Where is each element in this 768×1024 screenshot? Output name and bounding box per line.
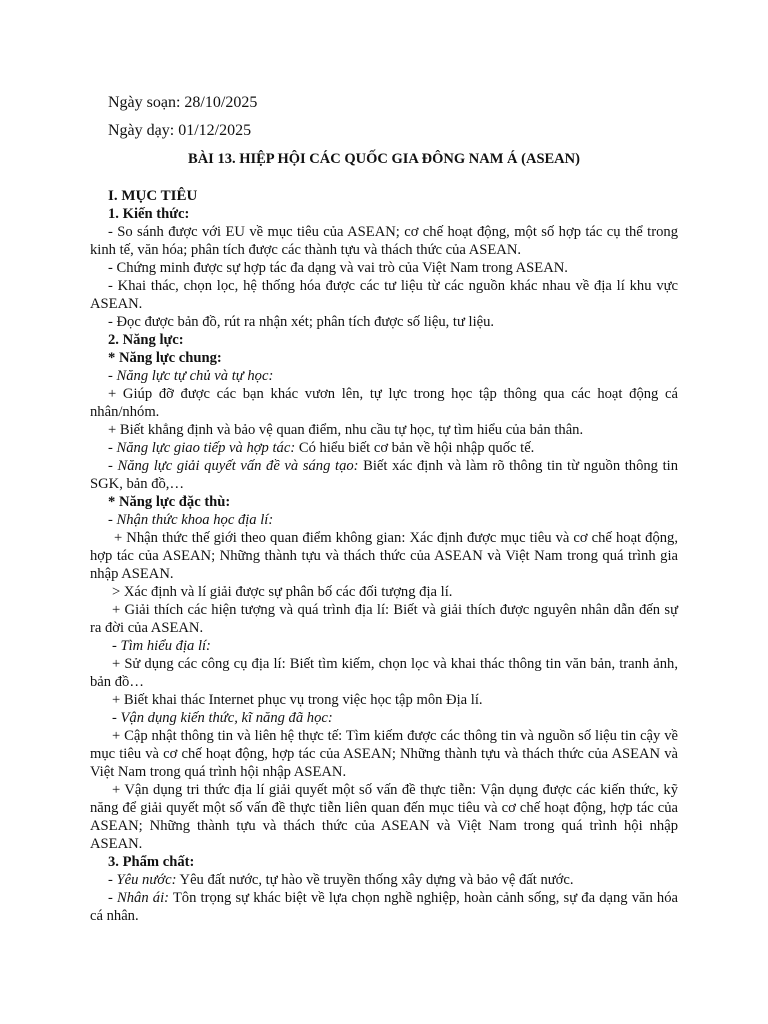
problem-solving-label: - Năng lực giải quyết vấn đề và sáng tạo: bbox=[108, 458, 359, 474]
problem-solving-text: Biết xác định và làm rõ thông tin từ nguồn thông tin SGK, bản đồ,… bbox=[90, 458, 678, 492]
patriotism-label: - Yêu nước: bbox=[108, 872, 177, 888]
knowledge-item: - Đọc được bản đồ, rút ra nhận xét; phân tích được số liệu, tư liệu. bbox=[108, 314, 495, 330]
geo-exploration-label: - Tìm hiểu địa lí: bbox=[112, 638, 211, 654]
communication-text: Có hiểu biết cơ bản về hội nhập quốc tế. bbox=[295, 440, 535, 456]
subheading-competency: 2. Năng lực: bbox=[108, 332, 184, 348]
communication-item bbox=[90, 439, 678, 457]
patriotism-item bbox=[90, 871, 678, 889]
self-study-item: + Biết khẳng định và bảo vệ quan điểm, nhu cầu tự học, tự tìm hiểu của bản thân. bbox=[108, 422, 584, 438]
problem-solving-item bbox=[90, 457, 678, 493]
application-item: + Vận dụng tri thức địa lí giải quyết một số vấn đề thực tiễn: Vận dụng được các kiến thức, kỹ năng để giải quyết một số vấn đề thực tiễn liên quan đến mục tiêu và cơ chế hoạt động, hợp tác của ASEAN; Những thành tựu và thách thức của ASEAN và Việt Nam trong quá trình hội nhập ASEAN. bbox=[90, 782, 678, 852]
self-study-label: - Năng lực tự chủ và tự học: bbox=[108, 368, 274, 384]
subheading-knowledge: 1. Kiến thức: bbox=[108, 206, 190, 222]
communication-label: - Năng lực giao tiếp và hợp tác: bbox=[108, 440, 296, 456]
patriotism-text: Yêu đất nước, tự hào về truyền thống xây dựng và bảo vệ đất nước. bbox=[176, 872, 574, 888]
application-item: + Cập nhật thông tin và liên hệ thực tế: Tìm kiếm được các thông tin và nguồn số liệu tin cậy về mục tiêu và cơ chế hoạt động, hợp tác của ASEAN; Những thành tựu và thách thức của ASEAN và Việt Nam trong quá trình hội nhập ASEAN. bbox=[90, 728, 678, 780]
compassion-label: - Nhân ái: bbox=[108, 890, 169, 906]
geo-awareness-item: + Nhận thức thế giới theo quan điểm không gian: Xác định được mục tiêu và cơ chế hoạt động, hợp tác của ASEAN; Những thành tựu và thách thức của ASEAN và Việt Nam trong quá trình gia nhập ASEAN. bbox=[90, 530, 678, 582]
self-study-item: + Giúp đỡ được các bạn khác vươn lên, tự lực trong học tập thông qua các hoạt động cá nhân/nhóm. bbox=[90, 386, 678, 420]
teaching-date: Ngày dạy: 01/12/2025 bbox=[108, 122, 252, 139]
section-heading-objectives: I. MỤC TIÊU bbox=[108, 188, 198, 204]
subheading-specific-competency: * Năng lực đặc thù: bbox=[108, 494, 231, 510]
geo-awareness-item: + Giải thích các hiện tượng và quá trình địa lí: Biết và giải thích được nguyên nhân dẫn đến sự ra đời của ASEAN. bbox=[90, 602, 678, 636]
knowledge-item: - So sánh được với EU về mục tiêu của ASEAN; cơ chế hoạt động, một số hợp tác cụ thể trong kinh tế, văn hóa; phân tích được các thành tựu và thách thức của ASEAN. bbox=[90, 224, 678, 258]
compassion-text: Tôn trọng sự khác biệt về lựa chọn nghề nghiệp, hoàn cảnh sống, sự đa dạng văn hóa cá nhân. bbox=[90, 890, 679, 924]
preparation-date: Ngày soạn: 28/10/2025 bbox=[108, 94, 258, 111]
subheading-general-competency: * Năng lực chung: bbox=[108, 350, 222, 366]
knowledge-item: - Khai thác, chọn lọc, hệ thống hóa được các tư liệu từ các nguồn khác nhau về địa lí khu vực ASEAN. bbox=[90, 278, 678, 312]
compassion-item bbox=[90, 889, 678, 925]
application-label: - Vận dụng kiến thức, kĩ năng đã học: bbox=[112, 710, 333, 726]
lesson-title: BÀI 13. HIỆP HỘI CÁC QUỐC GIA ĐÔNG NAM Á (ASEAN) bbox=[188, 151, 580, 167]
geo-exploration-item: + Biết khai thác Internet phục vụ trong việc học tập môn Địa lí. bbox=[112, 692, 483, 708]
geo-awareness-item: > Xác định và lí giải được sự phân bố các đối tượng địa lí. bbox=[112, 584, 453, 600]
geo-awareness-label: - Nhận thức khoa học địa lí: bbox=[108, 512, 274, 528]
document-body bbox=[90, 187, 678, 925]
geo-exploration-item: + Sử dụng các công cụ địa lí: Biết tìm kiếm, chọn lọc và khai thác thông tin văn bản, tranh ảnh, bản đồ… bbox=[90, 656, 678, 690]
subheading-qualities: 3. Phẩm chất: bbox=[108, 854, 195, 870]
knowledge-item: - Chứng minh được sự hợp tác đa dạng và vai trò của Việt Nam trong ASEAN. bbox=[108, 260, 568, 276]
